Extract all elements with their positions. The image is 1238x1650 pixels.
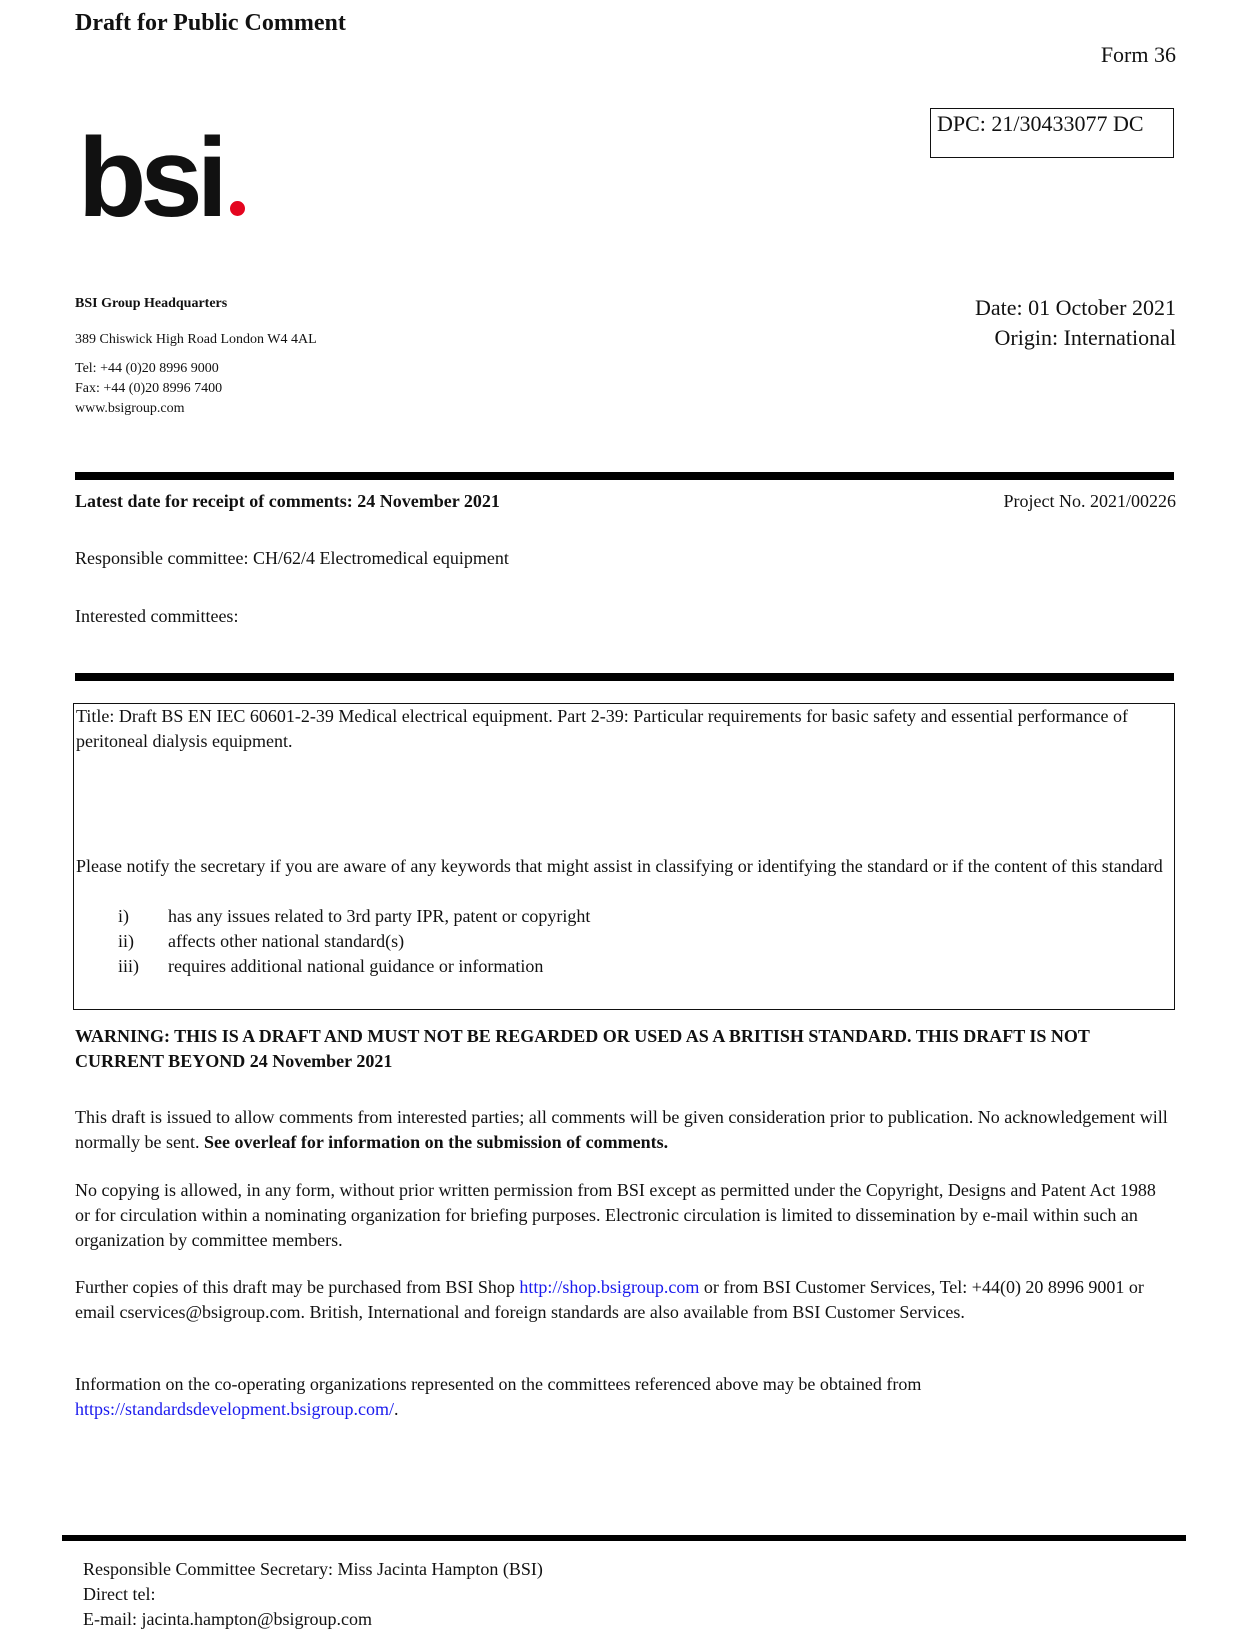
notify-text: Please notify the secretary if you are aware of any keywords that might assist in classifying or identifying the standard or if the content of this standard (76, 856, 1163, 876)
secretary-name: Responsible Committee Secretary: Miss Jacinta Hampton (BSI) (83, 1559, 543, 1579)
list-item-text: has any issues related to 3rd party IPR, patent or copyright (168, 906, 591, 926)
footer-divider (62, 1535, 1186, 1541)
paragraph-comments (75, 1105, 1175, 1155)
document-heading: Draft for Public Comment (75, 10, 346, 36)
paragraph-organizations (75, 1372, 1175, 1422)
list-item-text: requires additional national guidance or information (168, 956, 544, 976)
paragraph-comments-text: This draft is issued to allow comments from interested parties; all comments will be given consideration prior to publication. No acknowledgement will normally be sent. (75, 1107, 1168, 1152)
project-number: Project No. 2021/00226 (1003, 491, 1176, 511)
origin-line: Origin: International (994, 325, 1176, 350)
list-item-number: iii) (118, 956, 139, 976)
bsi-logo (78, 115, 245, 240)
standard-title: Title: Draft BS EN IEC 60601-2-39 Medical electrical equipment. Part 2-39: Particular requirements for basic safety and essential performance of peritoneal dialysis equipment. (76, 706, 1129, 751)
shop-link[interactable]: http://shop.bsigroup.com (519, 1277, 700, 1297)
paragraph-organizations-end: . (393, 1399, 399, 1419)
hq-street: 389 Chiswick High Road London W4 4AL (75, 332, 317, 347)
logo-dot-icon (230, 201, 245, 216)
standards-development-link[interactable]: https://standardsdevelopment.bsigroup.com/ (75, 1399, 394, 1419)
list-item-text: affects other national standard(s) (168, 931, 405, 951)
direct-tel: Direct tel: (83, 1584, 156, 1604)
bsi-logo-text: bsi (78, 115, 222, 240)
hq-name: BSI Group Headquarters (75, 296, 228, 311)
list-item-number: ii) (118, 931, 134, 951)
hq-tel: Tel: +44 (0)20 8996 9000 (75, 361, 219, 376)
middle-divider (75, 673, 1174, 681)
list-item-number: i) (118, 906, 129, 926)
paragraph-copying: No copying is allowed, in any form, without prior written permission from BSI except as permitted under the Copyright, Designs and Patent Act 1988 or for circulation within a nominating organization for briefing purposes. Electronic circulation is limited to dissemination by e-mail within such an organization by committee members. (75, 1180, 1156, 1250)
title-box (73, 703, 1175, 1010)
paragraph-copies-text-b: or from BSI Customer Services, Tel: +44(0) 20 8996 9001 or email cservices@bsigroup.com. British, International and foreign standards are also available from BSI Customer Services. (75, 1277, 1144, 1322)
latest-comment-date: Latest date for receipt of comments: 24 November 2021 (75, 491, 500, 511)
responsible-committee: Responsible committee: CH/62/4 Electromedical equipment (75, 548, 509, 568)
hq-web: www.bsigroup.com (75, 401, 185, 416)
interested-committees: Interested committees: (75, 606, 239, 626)
draft-warning: WARNING: THIS IS A DRAFT AND MUST NOT BE REGARDED OR USED AS A BRITISH STANDARD. THIS DRAFT IS NOT CURRENT BEYOND 24 November 2021 (75, 1026, 1090, 1071)
date-line: Date: 01 October 2021 (975, 295, 1176, 320)
paragraph-comments-bold: See overleaf for information on the submission of comments. (203, 1132, 669, 1152)
hq-fax: Fax: +44 (0)20 8996 7400 (75, 381, 223, 396)
dpc-reference: DPC: 21/30433077 DC (937, 111, 1144, 136)
top-divider (75, 472, 1174, 480)
secretary-email: E-mail: jacinta.hampton@bsigroup.com (83, 1609, 373, 1629)
form-number: Form 36 (1100, 42, 1176, 67)
paragraph-copies (75, 1275, 1175, 1325)
paragraph-organizations-text: Information on the co-operating organizations represented on the committees referenced above may be obtained from (75, 1374, 922, 1394)
paragraph-copies-text-a: Further copies of this draft may be purchased from BSI Shop (75, 1277, 520, 1297)
dpc-reference-box (930, 108, 1174, 158)
